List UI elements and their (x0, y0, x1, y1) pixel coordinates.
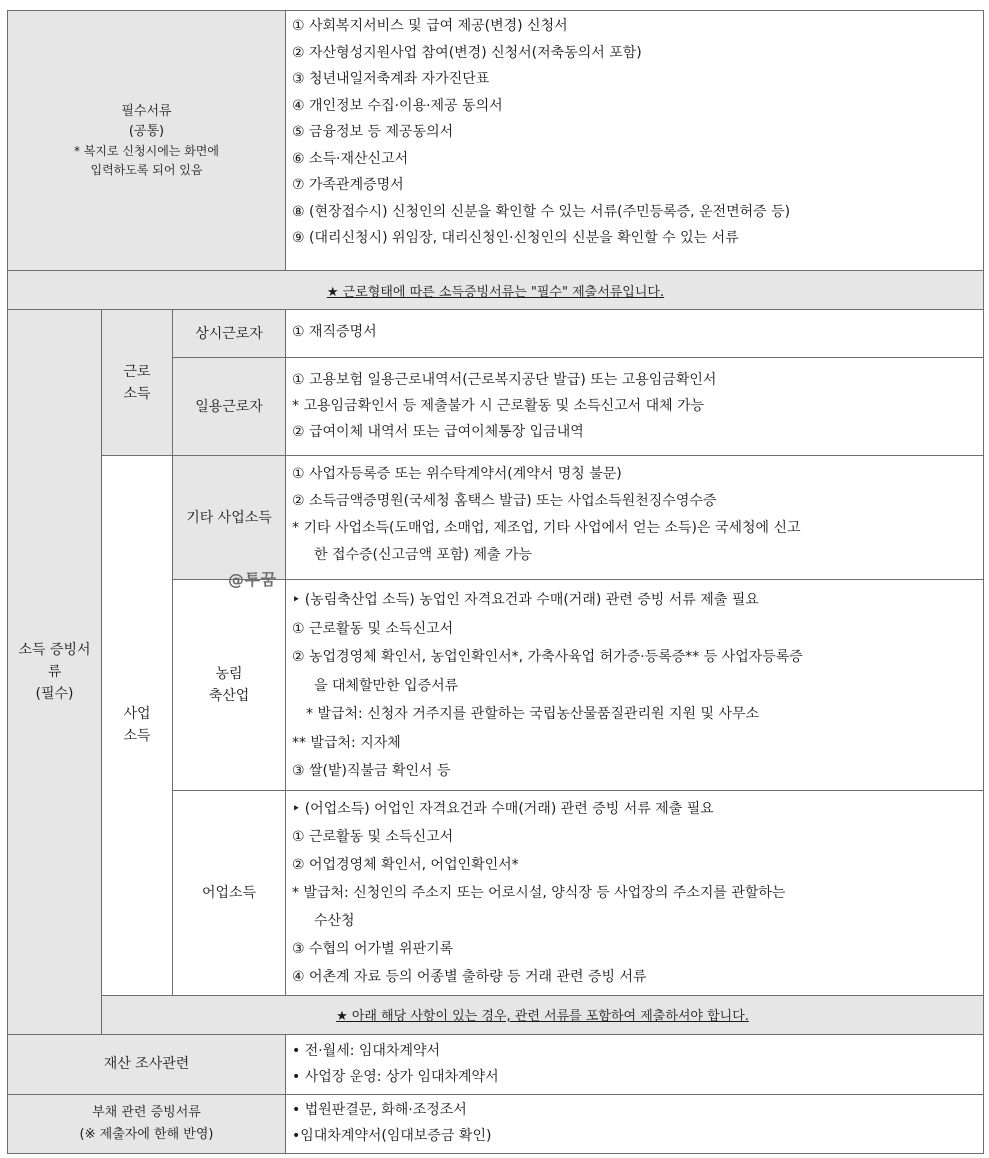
list-item: * 발급처: 신청인의 주소지 또는 어로시설, 양식장 등 사업장의 주소지를 관할하는 (292, 884, 786, 901)
labor-income-label: 근로 소득 (102, 310, 173, 456)
list-item: ① 근로활동 및 소득신고서 (292, 828, 454, 845)
fish-business-label: 어업소득 (173, 790, 286, 995)
other-business-docs (286, 456, 984, 580)
list-item: * 기타 사업소득(도매업, 소매업, 제조업, 기타 사업에서 얻는 소득)은 국세청에 신고 (292, 520, 801, 536)
list-item: • 법원판결문, 화해·조정조서 (292, 1101, 467, 1118)
list-item: ② 어업경영체 확인서, 어업인확인서* (292, 856, 519, 873)
debt-docs-label: 부채 관련 증빙서류 (※ 제출자에 한해 반영) (8, 1094, 286, 1153)
other-business-label: 기타 사업소득 (173, 456, 286, 580)
list-item: ② 소득금액증명원(국세청 홈택스 발급) 또는 사업소득원천징수영수증 (292, 493, 717, 509)
list-item: 을 대체할만한 입증서류 (314, 677, 459, 694)
list-item: ③ 쌀(밭)직불금 확인서 등 (292, 763, 451, 779)
list-item: ② 급여이체 내역서 또는 급여이체통장 입금내역 (292, 424, 584, 440)
list-item: ‣ (어업소득) 어업인 자격요건과 수매(거래) 관련 증빙 서류 제출 필요 (292, 800, 714, 817)
list-item: 한 접수증(신고금액 포함) 제출 가능 (314, 547, 533, 563)
debt-docs (286, 1094, 984, 1153)
common-docs-label: 필수서류 (공통) * 복지로 신청시에는 화면에 입력하도록 되어 있음 (8, 11, 286, 271)
notice-banner-optional: ★ 아래 해당 사항이 있는 경우, 관련 서류를 포함하여 제출하셔야 합니다. (102, 995, 984, 1034)
list-item: ⑤ 금융정보 등 제공동의서 (292, 124, 454, 140)
list-item: ① 근로활동 및 소득신고서 (292, 620, 454, 637)
list-item: ① 고용보험 일용근로내역서(근로복지공단 발급) 또는 고용임금확인서 (292, 372, 717, 388)
list-item: ② 농업경영체 확인서, 농업인확인서*, 가축사육업 허가증·등록증** 등 사업자등록증 (292, 649, 803, 665)
business-income-label: 사업 소득 (102, 456, 173, 996)
list-item: ② 자산형성지원사업 참여(변경) 신청서(저축동의서 포함) (292, 44, 642, 61)
income-docs-label: 소득 증빙서 류 (필수) (8, 310, 102, 1035)
list-item: ⑦ 가족관계증명서 (292, 177, 404, 193)
list-item: ** 발급처: 지자체 (292, 734, 401, 751)
list-item: ⑧ (현장접수시) 신청인의 신분을 확인할 수 있는 서류(주민등록증, 운전면허증 등) (292, 203, 791, 220)
list-item: 수산청 (314, 912, 355, 929)
notice-banner-income: ★ 근로형태에 따른 소득증빙서류는 "필수" 제출서류입니다. (8, 271, 984, 310)
property-docs (286, 1034, 984, 1094)
daily-worker-label: 일용근로자 (173, 358, 286, 456)
list-item: ⑨ (대리신청시) 위임장, 대리신청인·신청인의 신분을 확인할 수 있는 서류 (292, 230, 739, 246)
list-item: ⑥ 소득·재산신고서 (292, 150, 409, 167)
list-item: • 전·월세: 임대차계약서 (292, 1042, 441, 1059)
list-item: ‣ (농림축산업 소득) 농업인 자격요건과 수매(거래) 관련 증빙 서류 제출 필요 (292, 592, 759, 608)
document-table (7, 10, 984, 1154)
common-docs-note: * 복지로 신청시에는 화면에 (74, 143, 219, 158)
fish-business-docs (286, 790, 984, 995)
list-item: ③ 청년내일저축계좌 자가진단표 (292, 71, 490, 87)
property-docs-label: 재산 조사관련 (8, 1034, 286, 1094)
list-item: ③ 수협의 어가별 위판기록 (292, 940, 454, 957)
common-docs-list (286, 11, 984, 271)
regular-worker-docs (286, 310, 984, 358)
list-item: ① 재직증명서 (292, 324, 377, 340)
list-item: * 발급처: 신청자 거주지를 관할하는 국립농산물품질관리원 지원 및 사무소 (306, 706, 760, 722)
list-item: ④ 어촌계 자료 등의 어종별 출하량 등 거래 관련 증빙 서류 (292, 968, 647, 985)
regular-worker-label: 상시근로자 (173, 310, 286, 358)
list-item: * 고용임금확인서 등 제출불가 시 근로활동 및 소득신고서 대체 가능 (292, 398, 705, 414)
farm-business-docs (286, 580, 984, 791)
list-item: ① 사회복지서비스 및 급여 제공(변경) 신청서 (292, 18, 568, 34)
list-item: ① 사업자등록증 또는 위수탁계약서(계약서 명칭 불문) (292, 466, 622, 482)
farm-business-label: 농림 축산업 (173, 580, 286, 791)
list-item: ④ 개인정보 수집·이용·제공 동의서 (292, 97, 503, 114)
list-item: • 사업장 운영: 상가 임대차계약서 (292, 1068, 499, 1085)
list-item: •임대차계약서(임대보증금 확인) (292, 1127, 492, 1144)
watermark-text: @투꿈 (228, 570, 277, 589)
daily-worker-docs (286, 358, 984, 456)
